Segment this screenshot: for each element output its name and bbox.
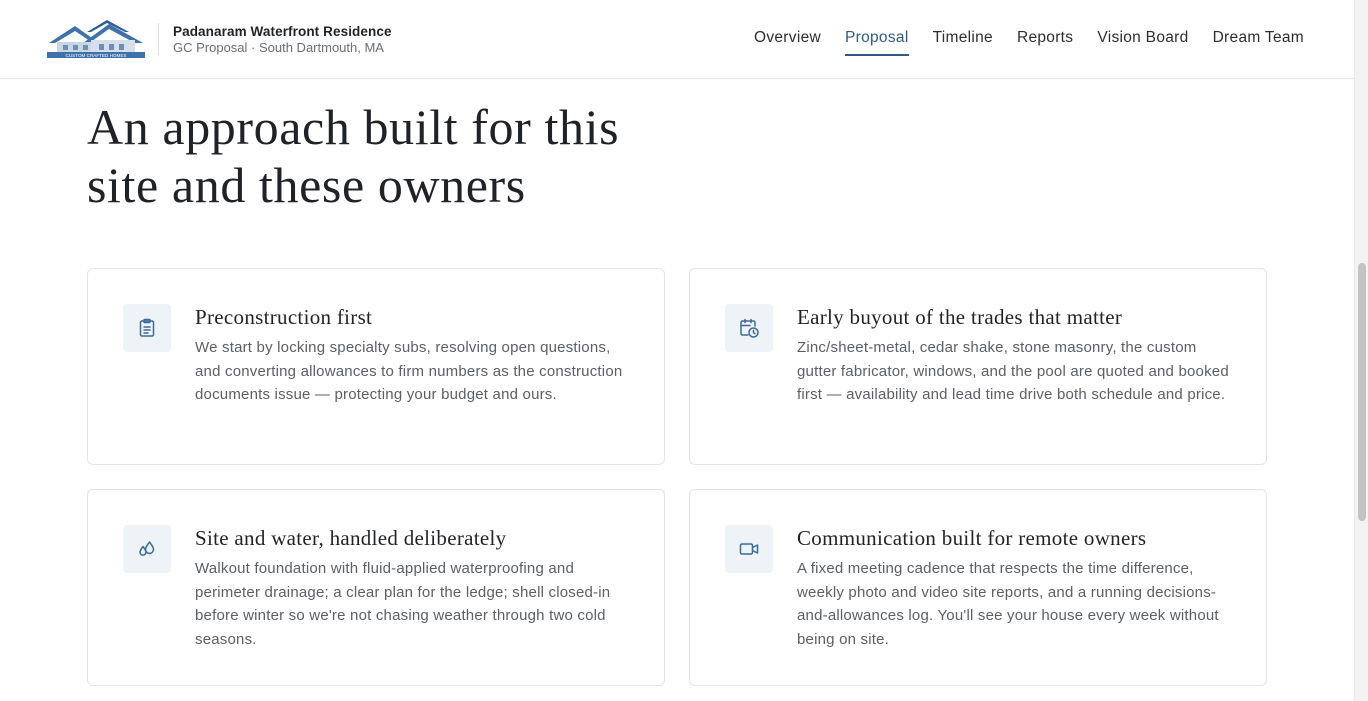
approach-card-communication [689, 489, 1267, 686]
card-title: Early buyout of the trades that matter [797, 305, 1123, 329]
approach-card-early-buyout [689, 268, 1267, 465]
project-subtitle: GC Proposal · South Dartmouth, MA [173, 40, 384, 55]
card-description: Walkout foundation with fluid-applied waterproofing and perimeter drainage; a clear plan for the ledge; shell closed-in before winter so we're not chasing weather through two cold seasons. [195, 560, 611, 648]
card-title: Communication built for remote owners [797, 526, 1147, 550]
project-info [173, 23, 392, 56]
water-drops-icon [123, 525, 171, 573]
video-camera-icon [725, 525, 773, 573]
clipboard-list-icon [123, 304, 171, 352]
company-logo[interactable] [47, 18, 145, 58]
calendar-clock-icon [725, 304, 773, 352]
main-nav [754, 29, 1304, 53]
approach-card-preconstruction [87, 268, 665, 465]
brand-divider [158, 23, 159, 55]
nav-overview[interactable]: Overview [753, 29, 821, 46]
logo-wordmark: CUSTOM CRAFTED HOMES [65, 53, 127, 58]
section-title-line-1: An approach built for this [87, 99, 620, 155]
card-description: Zinc/sheet-metal, cedar shake, stone masonry, the custom gutter fabricator, windows, and the pool are quoted and booked first — availability and lead time drive both schedule and price. [797, 339, 1229, 403]
project-name: Padanaram Waterfront Residence [173, 24, 392, 39]
nav-timeline[interactable]: Timeline [932, 29, 993, 46]
card-description: A fixed meeting cadence that respects the time difference, weekly photo and video site reports, and a running decisions-and-allowances log. You'll see your house every week without being on site. [797, 560, 1219, 648]
site-header [0, 0, 1354, 79]
house-logo-icon [47, 18, 145, 58]
card-description: We start by locking specialty subs, resolving open questions, and converting allowances to firm numbers as the construction documents issue — protecting your budget and ours. [195, 339, 623, 403]
nav-proposal[interactable]: Proposal [845, 29, 909, 53]
section-title [87, 98, 647, 214]
card-title: Site and water, handled deliberately [195, 526, 507, 550]
nav-reports[interactable]: Reports [1016, 29, 1074, 46]
nav-dream-team[interactable]: Dream Team [1212, 29, 1304, 46]
section-title-line-2: site and these owners [87, 157, 526, 213]
nav-vision-board[interactable]: Vision Board [1097, 29, 1189, 46]
approach-card-site-water [87, 489, 665, 686]
scrollbar-thumb[interactable] [1358, 263, 1366, 521]
card-title: Preconstruction first [195, 305, 373, 329]
page-scrollbar[interactable] [1354, 0, 1368, 701]
